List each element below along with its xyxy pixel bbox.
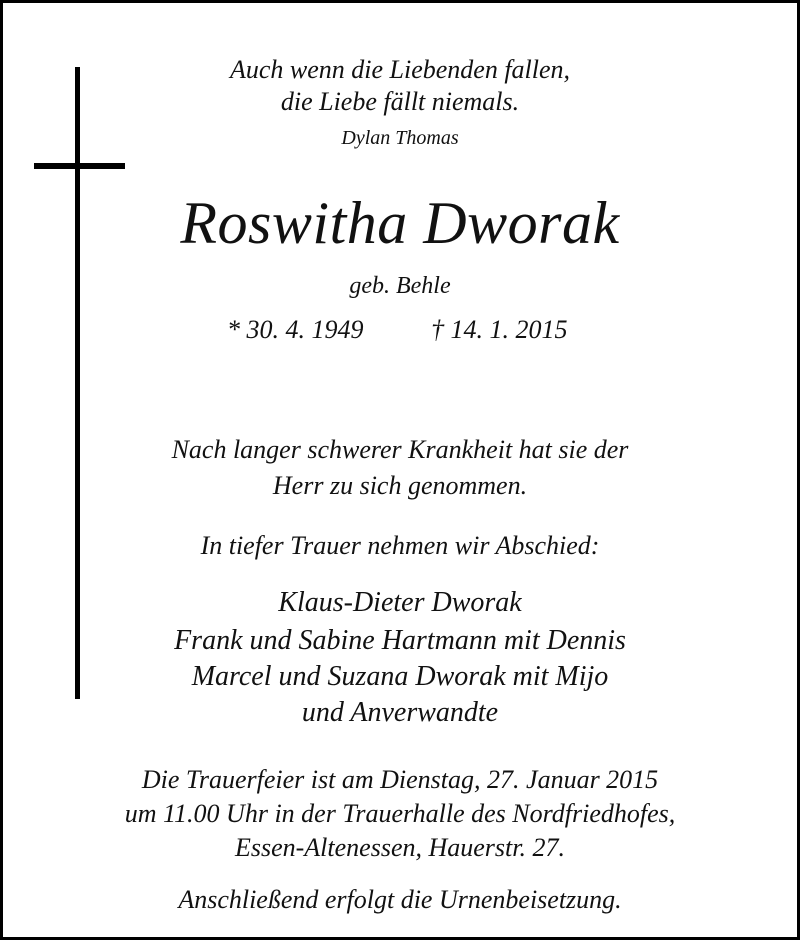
deceased-name: Roswitha Dworak: [180, 190, 620, 256]
death-date: † 14. 1. 2015: [431, 315, 568, 344]
quote-line-2: die Liebe fällt niemals.: [280, 87, 520, 116]
mourner-2: Frank und Sabine Hartmann mit Dennis: [174, 625, 626, 656]
quote-line-1: Auch wenn die Liebenden fallen,: [229, 55, 571, 84]
cross-icon-horizontal-bar: [34, 163, 125, 169]
ceremony-line-2: um 11.00 Uhr in der Trauerhalle des Nordfriedhofes,: [124, 799, 676, 828]
birth-date: * 30. 4. 1949: [227, 315, 364, 344]
mourner-4: und Anverwandte: [301, 697, 499, 728]
closing-text: Anschließend erfolgt die Urnenbeisetzung.: [178, 885, 622, 914]
farewell-text: In tiefer Trauer nehmen wir Abschied:: [200, 531, 600, 560]
mourner-3: Marcel und Suzana Dworak mit Mijo: [191, 661, 609, 692]
ceremony-line-3: Essen-Altenessen, Hauerstr. 27.: [234, 833, 565, 862]
message-line-2: Herr zu sich genommen.: [272, 471, 528, 500]
ceremony-line-1: Die Trauerfeier ist am Dienstag, 27. Januar 2015: [141, 765, 659, 794]
message-line-1: Nach langer schwerer Krankheit hat sie der: [171, 435, 629, 464]
mourner-1: Klaus-Dieter Dworak: [278, 587, 522, 618]
quote-author: Dylan Thomas: [341, 127, 459, 149]
birth-name: geb. Behle: [349, 273, 451, 299]
